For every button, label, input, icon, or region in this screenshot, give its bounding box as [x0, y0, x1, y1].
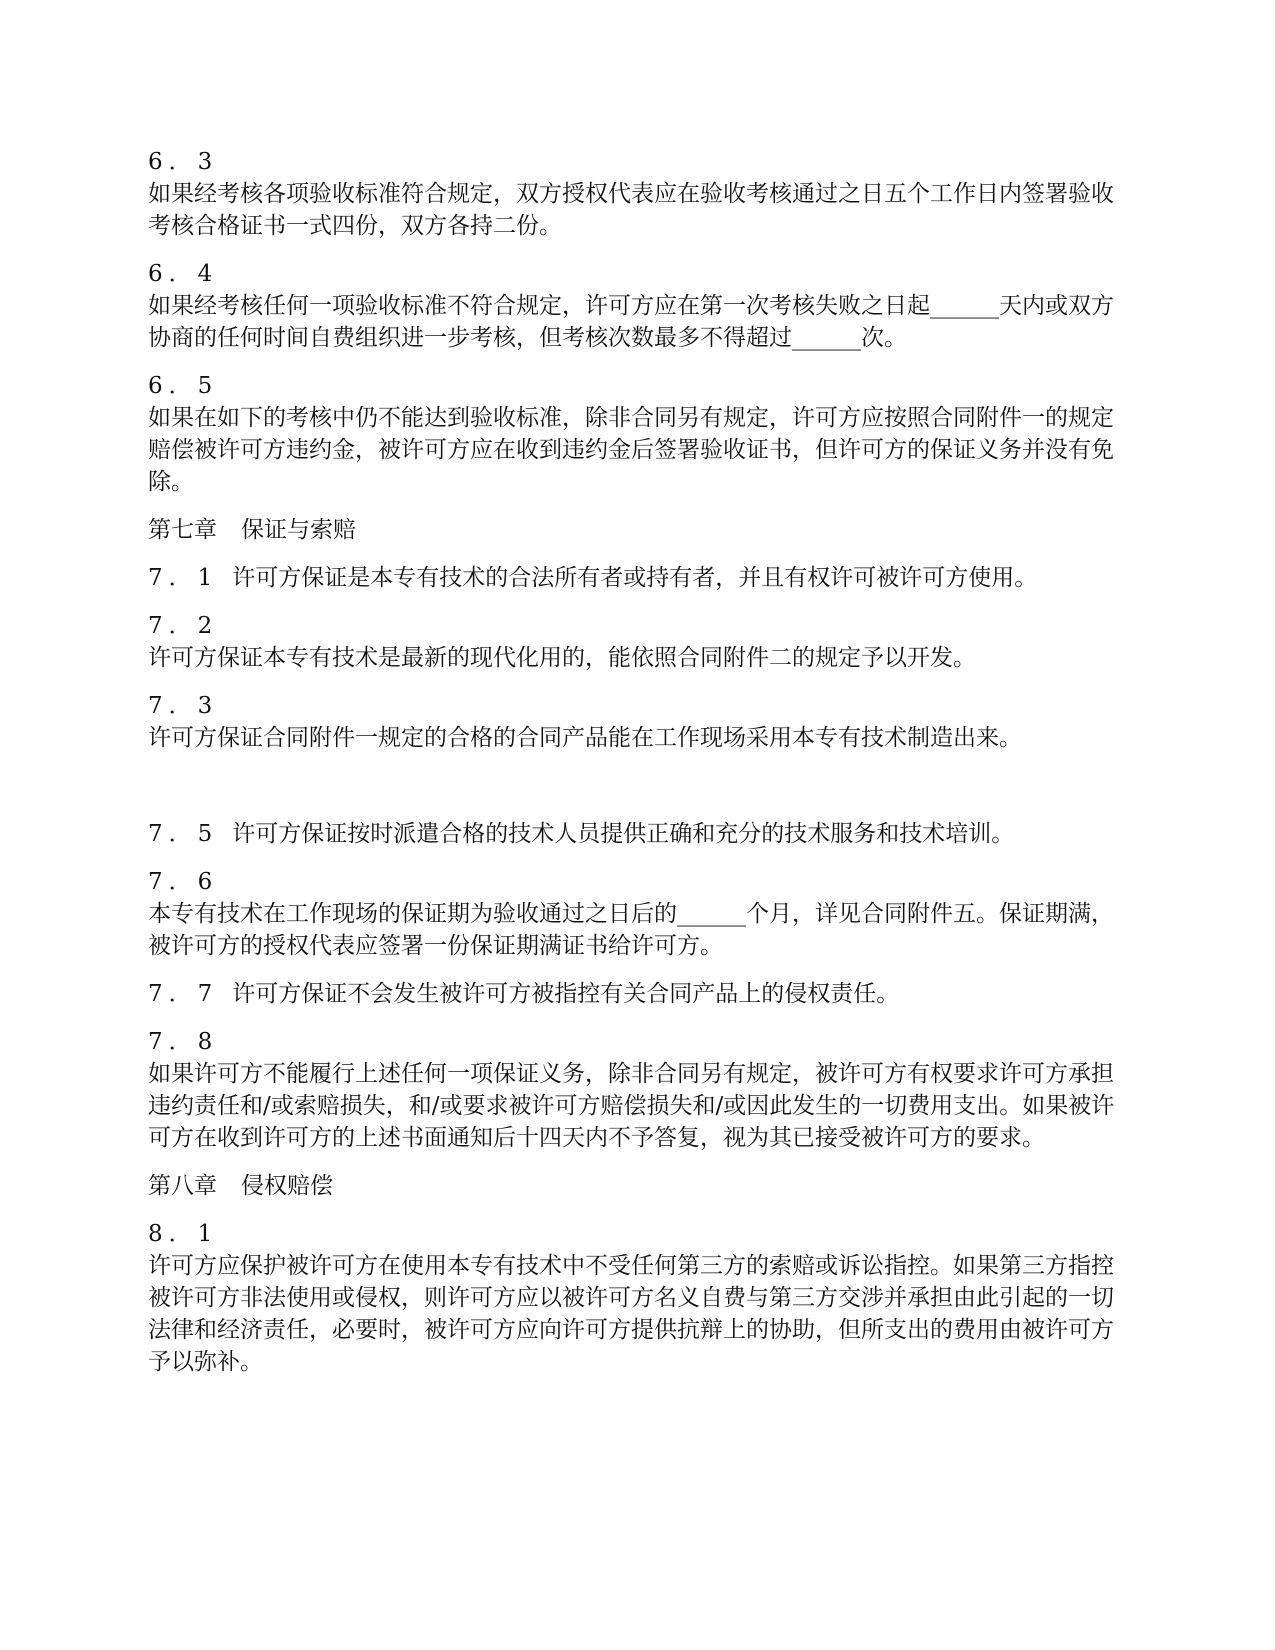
clause-6-5: [148, 370, 1133, 498]
clause-text: 许可方保证按时派遣合格的技术人员提供正确和充分的技术服务和技术培训。: [232, 821, 1015, 847]
clause-text: 许可方保证本专有技术是最新的现代化用的，能依照合同附件二的规定予以开发。: [148, 645, 976, 671]
clause-number: 7．6: [148, 869, 219, 895]
clause-text: 许可方保证不会发生被许可方被指控有关合同产品上的侵权责任。: [232, 981, 900, 1007]
chapter-7-heading: [148, 514, 1133, 546]
clause-text: 本专有技术在工作现场的保证期为验收通过之日后的______个月，详见合同附件五。保证期满，被许可方的授权代表应签署一份保证期满证书给许可方。: [148, 901, 1114, 959]
clause-7-5: [148, 818, 1133, 850]
clause-number: 7．3: [148, 693, 219, 719]
chapter-title: 保证与索赔: [241, 517, 356, 543]
clause-7-2: [148, 610, 1133, 674]
clause-number: 7．7: [148, 981, 219, 1007]
chapter-title: 侵权赔偿: [241, 1173, 333, 1199]
clause-text: 许可方保证是本专有技术的合法所有者或持有者，并且有权许可被许可方使用。: [232, 565, 1038, 591]
clause-7-7: [148, 978, 1133, 1010]
clause-text: 如果在如下的考核中仍不能达到验收标准，除非合同另有规定，许可方应按照合同附件一的规定赔偿被许可方违约金，被许可方应在收到违约金后签署验收证书，但许可方的保证义务并没有免除。: [148, 405, 1114, 495]
chapter-label: 第八章: [148, 1173, 217, 1199]
clause-6-4: [148, 258, 1133, 354]
clause-7-3: [148, 690, 1133, 754]
clause-7-8: [148, 1026, 1133, 1154]
clause-8-1: [148, 1218, 1133, 1378]
clause-number: 6．3: [148, 149, 219, 175]
clause-number: 8．1: [148, 1221, 219, 1247]
clause-text: 如果许可方不能履行上述任何一项保证义务，除非合同另有规定，被许可方有权要求许可方承担违约责任和/或索赔损失，和/或要求被许可方赔偿损失和/或因此发生的一切费用支出。如果被许可方在收到许可方的上述书面通知后十四天内不予答复，视为其已接受被许可方的要求。: [148, 1061, 1115, 1151]
clause-number: 7．2: [148, 613, 219, 639]
clause-7-1: [148, 562, 1133, 594]
chapter-label: 第七章: [148, 517, 217, 543]
clause-number: 7．1: [148, 565, 219, 591]
clause-number: 7．8: [148, 1029, 219, 1055]
document-page: [148, 146, 1133, 1394]
chapter-8-heading: [148, 1170, 1133, 1202]
clause-text: 许可方保证合同附件一规定的合格的合同产品能在工作现场采用本专有技术制造出来。: [148, 725, 1022, 751]
clause-text: 如果经考核任何一项验收标准不符合规定，许可方应在第一次考核失败之日起______天内或双方协商的任何时间自费组织进一步考核，但考核次数最多不得超过______次。: [148, 293, 1114, 351]
clause-7-6: [148, 866, 1133, 962]
clause-6-3: [148, 146, 1133, 242]
blank-gap: [148, 770, 1133, 818]
clause-text: 许可方应保护被许可方在使用本专有技术中不受任何第三方的索赔或诉讼指控。如果第三方指控被许可方非法使用或侵权，则许可方应以被许可方名义自费与第三方交涉并承担由此引起的一切法律和经济责任，必要时，被许可方应向许可方提供抗辩上的协助，但所支出的费用由被许可方予以弥补。: [148, 1253, 1114, 1375]
clause-text: 如果经考核各项验收标准符合规定，双方授权代表应在验收考核通过之日五个工作日内签署验收考核合格证书一式四份，双方各持二份。: [148, 181, 1114, 239]
clause-number: 6．4: [148, 261, 219, 287]
clause-number: 7．5: [148, 821, 219, 847]
clause-number: 6．5: [148, 373, 219, 399]
